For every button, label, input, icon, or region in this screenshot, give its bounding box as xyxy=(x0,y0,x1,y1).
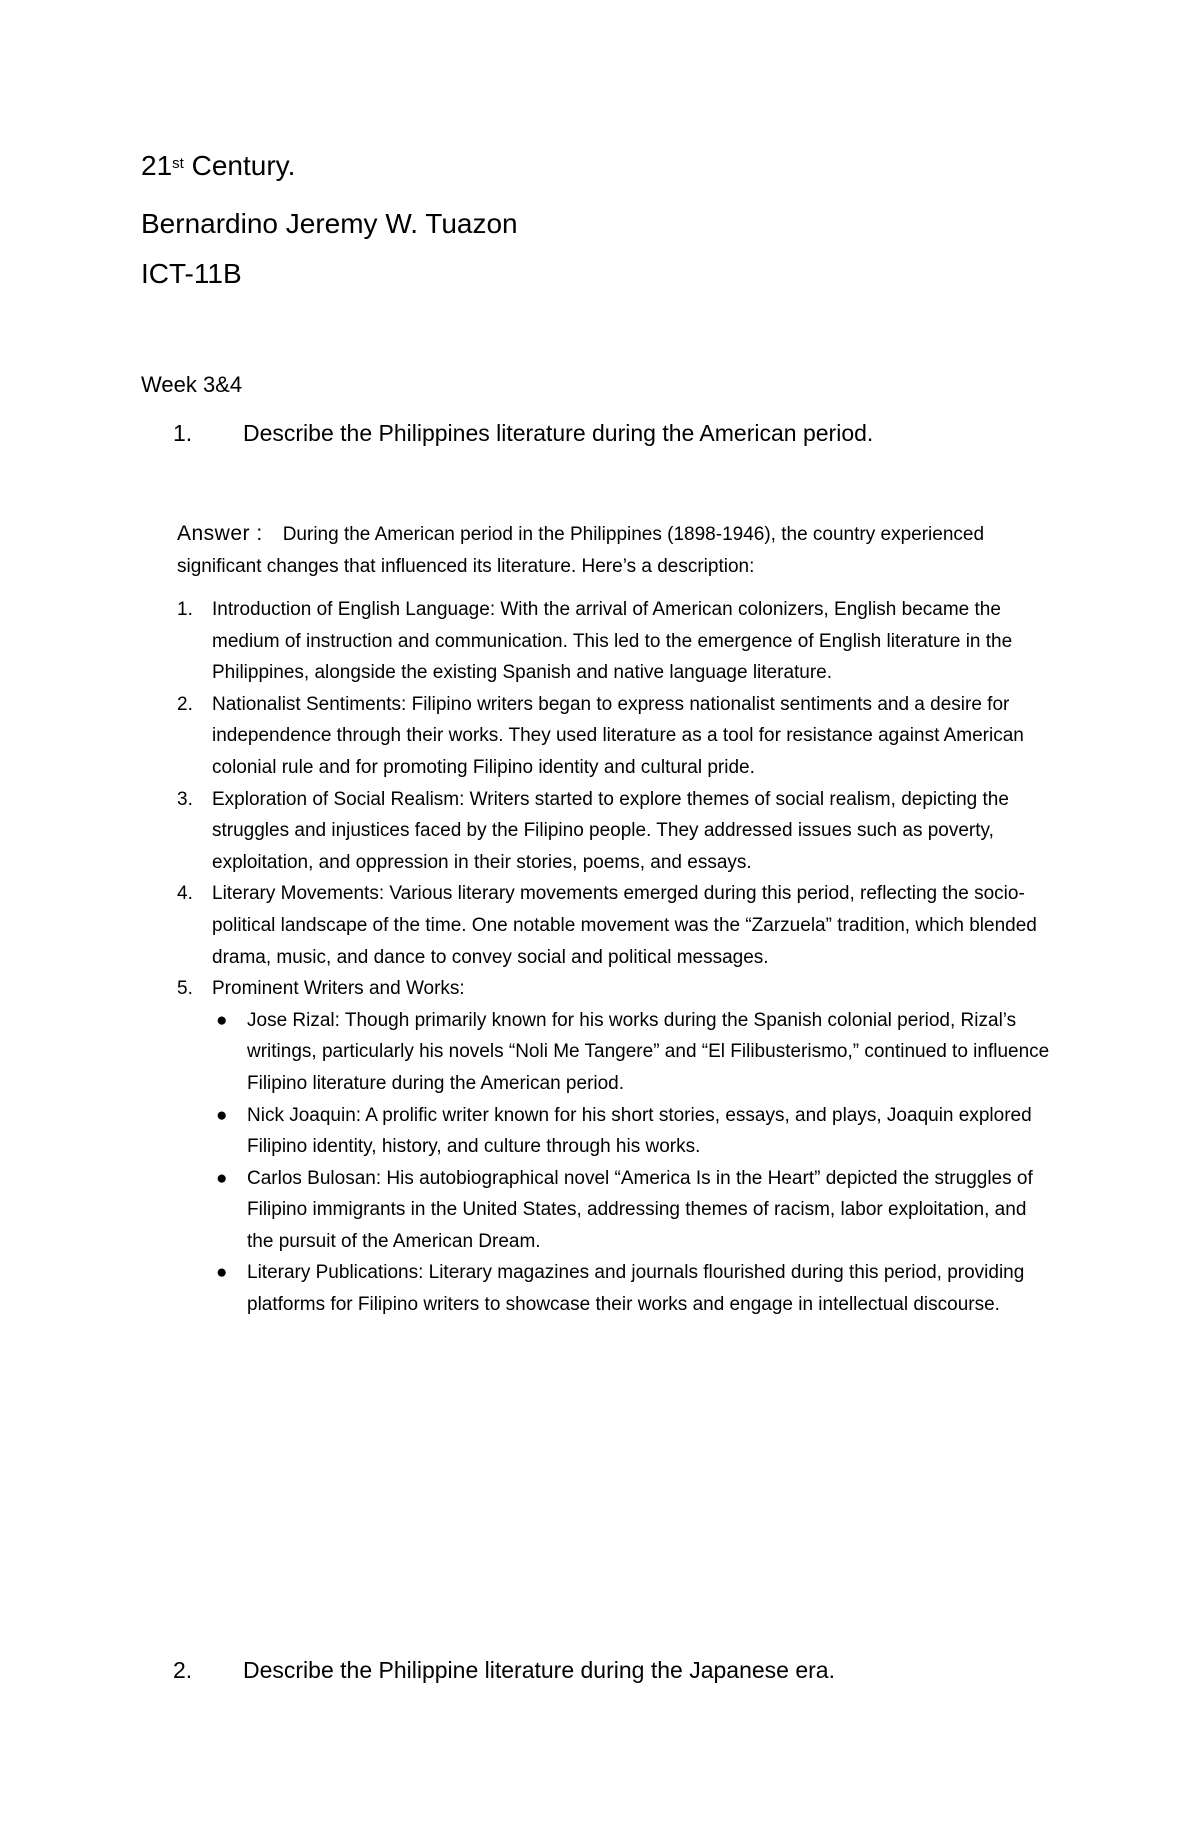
bullet-text: Literary Publications: Literary magazines and journals flourished during this period, providing platforms for Filipino writers to showcase their works and engage in intellectual discourse. xyxy=(247,1262,1025,1316)
week-label: Week 3&4 xyxy=(141,372,243,397)
answer-point xyxy=(177,878,1077,973)
point-number: 1. xyxy=(177,599,193,620)
question-2-text: Describe the Philippine literature during the Japanese era. xyxy=(243,1657,835,1683)
bullet-text: Carlos Bulosan: His autobiographical novel “America Is in the Heart” depicted the struggles of Filipino immigrants in the United States, addressing themes of racism, labor exploitation, and the pursuit of the American Dream. xyxy=(247,1167,1033,1252)
answer-points-list xyxy=(177,594,1077,1321)
point-text: Exploration of Social Realism: Writers started to explore themes of social realism, depicting the struggles and injustices faced by the Filipino people. They addressed issues such as poverty, exploitation, and oppression in their stories, poems, and essays. xyxy=(212,788,1009,873)
point-number: 3. xyxy=(177,788,193,810)
student-name: Bernardino Jeremy W. Tuazon xyxy=(141,208,518,239)
point-text: Literary Movements: Various literary movements emerged during this period, reflecting the socio-political landscape of the time. One notable movement was the “Zarzuela” tradition, which blended drama, music, and dance to convey social and political messages. xyxy=(212,883,1037,968)
course-title xyxy=(141,148,295,184)
bullet-text: Nick Joaquin: A prolific writer known for his short stories, essays, and plays, Joaquin explored Filipino identity, history, and culture through his works. xyxy=(247,1104,1032,1158)
question-2-number: 2. xyxy=(173,1657,193,1683)
point-body xyxy=(212,973,1052,1321)
section-label: ICT-11B xyxy=(141,258,242,289)
answer-point xyxy=(177,594,1077,689)
course-prefix: 21 xyxy=(141,150,173,181)
bullet-icon: ● xyxy=(216,1009,228,1031)
question-2 xyxy=(173,1655,835,1685)
point-text: Introduction of English Language: With the arrival of American colonizers, English became the medium of instruction and communication. This led to the emergence of English literature in the Philippines, alongside the existing Spanish and native language literature. xyxy=(212,599,1013,684)
bullet-icon: ● xyxy=(216,1167,228,1189)
question-1 xyxy=(173,418,873,448)
question-1-number: 1. xyxy=(173,420,193,446)
point-text: Prominent Writers and Works: xyxy=(212,978,465,1000)
answer-label: Answer : xyxy=(177,522,263,545)
answer-point xyxy=(177,689,1077,784)
point-number: 5. xyxy=(177,978,193,1000)
bullet-item xyxy=(212,1005,1052,1100)
answer-point xyxy=(177,973,1077,1321)
answer-intro: During the American period in the Philippines (1898-1946), the country experienced significant changes that influenced its literature. Here’s a description: xyxy=(177,524,985,577)
answer-point xyxy=(177,784,1077,879)
question-1-text: Describe the Philippines literature during the American period. xyxy=(243,420,874,446)
bullet-item xyxy=(212,1100,1052,1163)
bullet-text: Jose Rizal: Though primarily known for his works during the Spanish colonial period, Rizal’s writings, particularly his novels “Noli Me Tangere” and “El Filibusterismo,” continued to influence Filipino literature during the American period. xyxy=(247,1009,1050,1094)
course-suffix: Century. xyxy=(183,150,296,181)
writers-bullet-list xyxy=(212,1005,1052,1321)
point-text: Nationalist Sentiments: Filipino writers began to express nationalist sentiments and a desire for independence through their works. They used literature as a tool for resistance against American colonial rule and for promoting Filipino identity and cultural pride. xyxy=(212,693,1024,778)
bullet-icon: ● xyxy=(216,1104,228,1126)
course-superscript: st xyxy=(172,155,184,172)
bullet-item xyxy=(212,1163,1052,1258)
bullet-icon: ● xyxy=(216,1262,228,1284)
bullet-item xyxy=(212,1257,1052,1320)
point-number: 2. xyxy=(177,693,193,715)
answer-intro-paragraph xyxy=(177,518,1037,583)
point-number: 4. xyxy=(177,883,193,905)
